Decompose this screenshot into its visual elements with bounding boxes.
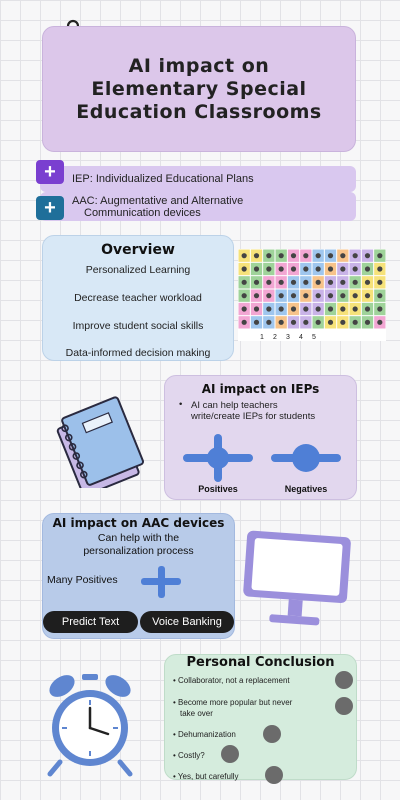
- symbol-glyph: [266, 266, 271, 271]
- conclusion-text: Dehumanization: [178, 730, 236, 739]
- symbol-glyph: [353, 306, 358, 311]
- symbol-glyph: [303, 293, 308, 298]
- symbol-glyph: [254, 266, 259, 271]
- overview-item: Improve student social skills: [72, 320, 204, 332]
- alarm-clock-icon: [40, 670, 140, 778]
- symbol-glyph: [242, 293, 247, 298]
- symbol-glyph: [303, 266, 308, 271]
- computer-monitor-icon: [238, 528, 358, 636]
- board-number: 3: [286, 334, 290, 341]
- conclusion-text: Become more popular but never: [178, 698, 293, 707]
- aac-subtitle-line-1: Can help with the: [97, 532, 180, 544]
- plus-icon: +: [36, 160, 64, 184]
- symbol-glyph: [377, 280, 382, 285]
- symbol-glyph: [328, 293, 333, 298]
- hand-pointer-icon: [263, 725, 281, 743]
- symbol-glyph: [328, 266, 333, 271]
- symbol-glyph: [328, 320, 333, 325]
- symbol-glyph: [377, 266, 382, 271]
- aac-definition: [72, 195, 243, 219]
- symbol-glyph: [340, 293, 345, 298]
- symbol-glyph: [266, 306, 271, 311]
- voice-banking-button[interactable]: Voice Banking: [140, 611, 234, 633]
- symbol-glyph: [242, 253, 247, 258]
- list-item: • Costly?: [173, 751, 205, 760]
- symbol-glyph: [353, 253, 358, 258]
- symbol-glyph: [291, 320, 296, 325]
- iep-heading: AI impact on IEPs: [201, 382, 320, 396]
- title-line-2: Elementary Special: [91, 78, 307, 100]
- symbol-glyph: [316, 306, 321, 311]
- symbol-glyph: [316, 320, 321, 325]
- symbol-glyph: [242, 280, 247, 285]
- symbol-glyph: [316, 280, 321, 285]
- symbol-glyph: [365, 293, 370, 298]
- many-positives-label: Many Positives: [47, 574, 118, 586]
- iep-definition: IEP: Individualized Educational Plans: [72, 173, 254, 185]
- list-item: • Dehumanization: [173, 730, 236, 739]
- symbol-glyph: [291, 253, 296, 258]
- symbol-glyph: [266, 253, 271, 258]
- symbol-glyph: [340, 280, 345, 285]
- list-item: • Collaborator, not a replacement: [173, 676, 290, 685]
- symbol-glyph: [266, 280, 271, 285]
- symbol-glyph: [377, 320, 382, 325]
- symbol-glyph: [353, 280, 358, 285]
- board-number: 1: [260, 334, 264, 341]
- symbol-glyph: [254, 253, 259, 258]
- symbol-glyph: [377, 253, 382, 258]
- symbol-glyph: [266, 320, 271, 325]
- aac-subtitle-line-2: personalization process: [83, 545, 194, 557]
- overview-item: Decrease teacher workload: [74, 292, 202, 304]
- aac-definition-line-1: AAC: Augmentative and Alternative: [72, 195, 244, 207]
- iep-impact-card: [164, 375, 357, 500]
- symbol-glyph: [242, 266, 247, 271]
- symbol-glyph: [377, 293, 382, 298]
- symbol-glyph: [340, 320, 345, 325]
- title-line-3: Education Classrooms: [76, 101, 322, 123]
- symbol-glyph: [328, 280, 333, 285]
- predict-text-button[interactable]: Predict Text: [43, 611, 138, 633]
- list-item: • Yes, but carefully: [173, 772, 239, 781]
- list-item: • Become more popular but never take over: [173, 698, 293, 718]
- hand-pointer-icon: [335, 671, 353, 689]
- symbol-glyph: [365, 280, 370, 285]
- aac-definition-line-2: Communication devices: [84, 207, 201, 219]
- symbol-glyph: [279, 266, 284, 271]
- plus-shape-icon: [141, 566, 181, 598]
- symbol-glyph: [254, 306, 259, 311]
- symbol-glyph: [340, 266, 345, 271]
- symbol-glyph: [340, 306, 345, 311]
- symbol-glyph: [279, 280, 284, 285]
- symbol-glyph: [353, 293, 358, 298]
- board-number: 4: [299, 334, 303, 341]
- symbol-glyph: [365, 320, 370, 325]
- symbol-glyph: [291, 306, 296, 311]
- symbol-glyph: [328, 306, 333, 311]
- plus-icon: +: [36, 196, 64, 220]
- negatives-label: Negatives: [284, 484, 328, 494]
- iep-banner: [40, 161, 356, 192]
- notebook-icon: [42, 392, 158, 488]
- symbol-glyph: [266, 293, 271, 298]
- symbol-glyph: [365, 253, 370, 258]
- conclusion-text: Costly?: [178, 751, 205, 760]
- symbol-glyph: [316, 253, 321, 258]
- conclusion-heading: Personal Conclusion: [186, 655, 335, 670]
- hand-pointer-icon: [221, 745, 239, 763]
- symbol-glyph: [328, 253, 333, 258]
- symbol-glyph: [279, 306, 284, 311]
- symbol-glyph: [254, 280, 259, 285]
- symbol-glyph: [279, 293, 284, 298]
- symbol-glyph: [279, 253, 284, 258]
- symbol-glyph: [353, 266, 358, 271]
- positives-label: Positives: [198, 484, 238, 494]
- conclusion-text: Collaborator, not a replacement: [178, 676, 290, 685]
- symbol-glyph: [303, 320, 308, 325]
- symbol-glyph: [316, 266, 321, 271]
- hand-pointer-icon: [265, 766, 283, 784]
- aac-heading: AI impact on AAC devices: [52, 516, 225, 530]
- symbol-glyph: [316, 293, 321, 298]
- aac-symbol-board-image: [238, 249, 386, 341]
- symbol-glyph: [291, 266, 296, 271]
- board-number: 2: [273, 334, 277, 341]
- minus-shape-icon: [271, 438, 341, 478]
- symbol-glyph: [303, 253, 308, 258]
- symbol-glyph: [365, 306, 370, 311]
- personal-conclusion-card: [164, 654, 357, 780]
- conclusion-text-cont: take over: [180, 709, 213, 718]
- symbol-glyph: [254, 320, 259, 325]
- symbol-glyph: [242, 320, 247, 325]
- iep-bullet: • AI can help teachers write/create IEPs for students: [179, 400, 354, 422]
- iep-bullet-line-1: AI can help teachers: [191, 400, 278, 411]
- title-line-1: AI impact on: [128, 55, 270, 77]
- conclusion-text: Yes, but carefully: [177, 772, 239, 781]
- board-number: 5: [312, 334, 316, 341]
- symbol-glyph: [340, 253, 345, 258]
- page-title: [43, 55, 355, 124]
- symbol-glyph: [291, 293, 296, 298]
- symbol-glyph: [353, 320, 358, 325]
- symbol-glyph: [303, 280, 308, 285]
- plus-shape-icon: [183, 434, 253, 482]
- symbol-glyph: [242, 306, 247, 311]
- symbol-glyph: [254, 293, 259, 298]
- iep-bullet-line-2: write/create IEPs for students: [191, 411, 316, 422]
- symbol-glyph: [291, 280, 296, 285]
- aac-banner: [40, 192, 356, 221]
- overview-item: Personalized Learning: [85, 264, 191, 276]
- symbol-glyph: [279, 320, 284, 325]
- symbol-glyph: [365, 266, 370, 271]
- aac-impact-card: [42, 513, 235, 639]
- overview-item: Data-informed decision making: [65, 347, 211, 359]
- title-card: [42, 26, 356, 152]
- overview-heading: Overview: [101, 242, 175, 258]
- symbol-glyph: [377, 306, 382, 311]
- aac-subtitle: [43, 532, 234, 558]
- overview-card: [42, 235, 234, 361]
- hand-pointer-icon: [335, 697, 353, 715]
- symbol-glyph: [303, 306, 308, 311]
